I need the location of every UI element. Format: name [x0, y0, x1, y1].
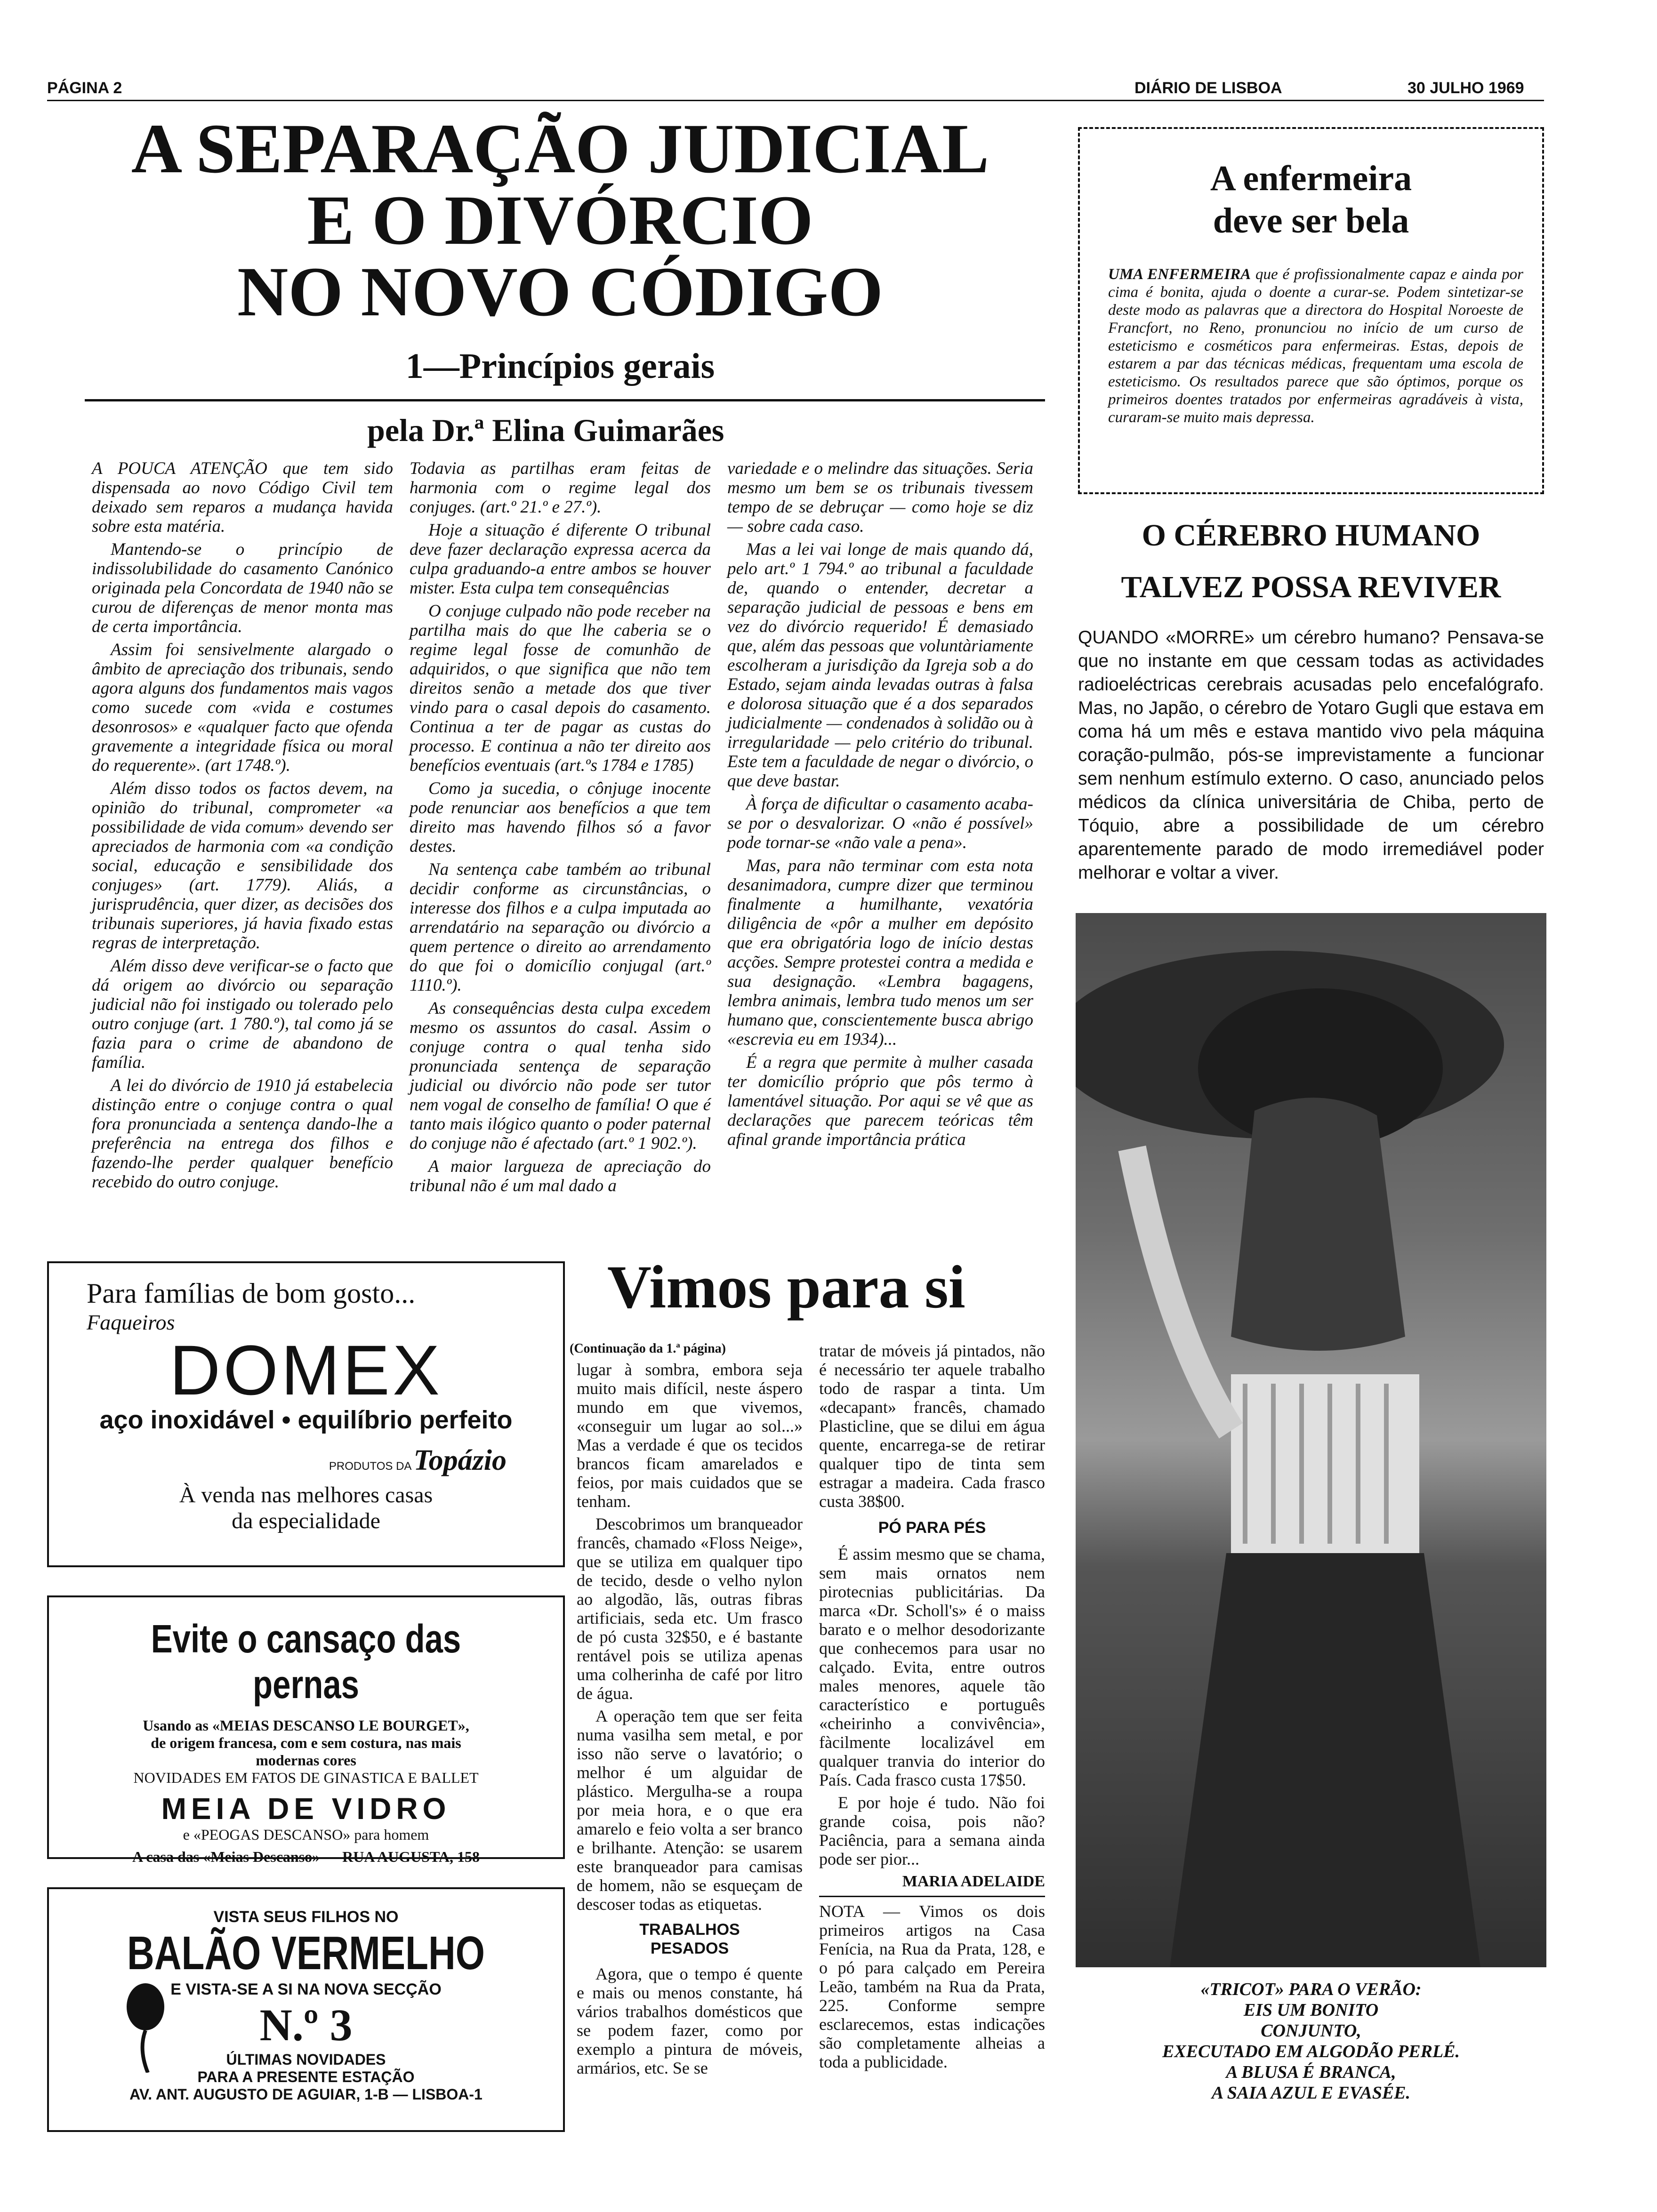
paragraph: É a regra que permite à mulher casada ter domicílio próprio que pôs termo à lamentável situação. Por aqui se vê que as declarações que parecem teóricas têm afinal grande importância prática: [727, 1053, 1033, 1149]
nurse-title-1: A enfermeira: [1210, 159, 1412, 198]
main-byline: pela Dr.ª Elina Guimarães: [367, 412, 724, 448]
caption-line: A SAIA AZUL E EVASÉE.: [1211, 2083, 1411, 2103]
domex-brand: DOMEX: [169, 1330, 443, 1410]
paragraph: Assim foi sensivelmente alargado o âmbito de apreciação dos tribunais, sendo agora alguns dos fundamentos mais vagos como sucede com «vida e costumes desonrosos» e «qualquer facto que ofenda gravemente a integridade física ou moral do requerente». (art 1748.º).: [92, 640, 393, 775]
meias-title: Evite o cansaço das pernas: [151, 1617, 461, 1707]
balao-line-4: PARA A PRESENTE ESTAÇÃO: [197, 2068, 415, 2085]
balao-line-3: ÚLTIMAS NOVIDADES: [226, 2051, 386, 2068]
paragraph: As consequências desta culpa excedem mesmo os assuntos do casal. Assim o conjuge contra o qual tenha sido pronunciada sentença de separação judicial ou divórcio não pode ser tutor nem vogal de conselho de família! O que é tanto mais ilógico quanto o poder paternal do conjuge não é afectado (art.º 1 902.º).: [410, 999, 711, 1153]
balao-line-2: E VISTA-SE A SI NA NOVA SECÇÃO: [170, 1980, 442, 1998]
subtitle-rule: [85, 399, 1045, 401]
paragraph: A POUCA ATENÇÃO que tem sido dispensada ao novo Código Civil tem deixado sem reparos a mudança havida sobre esta matéria.: [92, 459, 393, 536]
headline-line-2: E O DIVÓRCIO: [307, 181, 813, 259]
photo-caption: [1076, 1979, 1546, 2103]
vimos-note: NOTA — Vimos os dois primeiros artigos na Casa Fenícia, na Rua da Prata, 128, e o pó para calçado em Pereira Leão, também na Rua da Prata, 225. Conforme sempre esclarecemos, estas indicações são completamente alheias a toda a publicidade.: [819, 1902, 1045, 2071]
nurse-box: [1078, 127, 1544, 494]
meias-line-3: modernas cores: [256, 1752, 356, 1769]
balao-line-1: VISTA SEUS FILHOS NO: [213, 1908, 399, 1926]
brain-body: QUANDO «MORRE» um cérebro humano? Pensava-se que no instante em que cessam todas as actividades radioeléctricas cerebrais acusadas pelo encefalógrafo. Mas, no Japão, o cérebro de Yotaro Gugli que estava em coma há um mês e estava mantido vivo pela máquina coração-pulmão, pós-se imprevistamente a funcionar sem nenhum estímulo externo. O caso, anunciado pelos médicos da clínica universitária de Chiba, perto de Tóquio, abre a possibilidade de um cérebro aparentemente parado de modo irremediável poder melhorar e voltar a viver.: [1078, 627, 1544, 883]
caption-line: «TRICOT» PARA O VERÃO:: [1200, 1980, 1422, 1999]
header-rule: [47, 100, 1544, 101]
domex-tagline: aço inoxidável • equilíbrio perfeito: [99, 1406, 513, 1434]
caption-line: CONJUNTO,: [1261, 2021, 1361, 2041]
paragraph: Mas a lei vai longe de mais quando dá, pelo art.º 1 794.º ao tribunal a faculdade de, quando o entender, decretar a separação judicial de pessoas e bens em vez do divórcio requerido! É demasiado que, além das pessoas que voluntàriamente escolheram a jurisdição da Igreja sob a do Estado, sejam ainda levadas outras à falsa e dolorosa situação que é a dos separados judicialmente — condenados à solidão ou à irregularidade — pelo critério do tribunal. Este tem a faculdade de negar o divórcio, o que deve bastar.: [727, 540, 1033, 791]
paragraph: A lei do divórcio de 1910 já estabelecia distinção entre o conjuge contra o qual fora pronunciada a sentença dando-lhe a preferência na entrega dos filhos e fazendo-lhe perder qualquer benefício recebido do outro conjuge.: [92, 1076, 393, 1192]
paragraph: A maior largueza de apreciação do tribunal não é um mal dado a: [410, 1157, 711, 1195]
vimos-column-2: [819, 1341, 1045, 2075]
meias-line-2: de origem francesa, com e sem costura, nas mais: [151, 1734, 461, 1751]
meias-line-4: NOVIDADES EM FATOS DE GINASTICA E BALLET: [133, 1769, 479, 1786]
domex-maker: Topázio: [413, 1444, 507, 1476]
ad-domex: [47, 1261, 565, 1567]
main-column-2: [410, 459, 711, 1199]
vimos-column-1: [577, 1360, 803, 2081]
paragraph: Todavia as partilhas eram feitas de harmonia com o regime legal dos conjuges. (art.º 21.º e 27.º).: [410, 459, 711, 517]
domex-sale-2: da especialidade: [232, 1508, 380, 1533]
meias-line-6: A casa das «Meias Descanso» — RUA AUGUSTA, 158: [132, 1848, 480, 1865]
model-silhouette: [1076, 913, 1546, 1967]
nurse-text: que é profissionalmente capaz e ainda por cima é bonita, ajuda o doente a curar-se. Podem sintetizar-se deste modo as palavras que a directora do Hospital Noroeste de Francfort, no Reno, pronunciou no início de um curso de esteticismo e cosméticos para enfermeiras. Estas, depois de estarem a par das técnicas médicas, frequentam uma escola de esteticismo. Os resultados parece que são óptimos, porque os primeiros doentes tratados por enfermeiras agradáveis à vista, curaram-se muito mais depressa.: [1108, 266, 1523, 426]
paragraph: Na sentença cabe também ao tribunal decidir conforme as circunstâncias, o interesse dos filhos e a culpa imputada ao arrendatário na separação ou divórcio a quem pertence o direito ao arrendamento do que foi o domicílio conjugal (art.º 1110.º).: [410, 860, 711, 995]
caption-line: EIS UM BONITO: [1243, 2000, 1379, 2020]
meias-line-5: e «PEOGAS DESCANSO» para homem: [183, 1826, 429, 1843]
brain-title-1: O CÉREBRO HUMANO: [1142, 518, 1480, 553]
main-column-3: [727, 459, 1033, 1153]
balloon-icon: [120, 1979, 171, 2073]
paragraph: lugar à sombra, embora seja muito mais difícil, neste áspero mundo em que vivemos, «conseguir um lugar ao sol...» Mas a verdade é que os tecidos brancos ficam amarelados e feios, por mais cuidados que se tenham.: [577, 1360, 803, 1511]
nurse-lead: UMA ENFERMEIRA: [1108, 266, 1251, 283]
paragraph: Descobrimos um branqueador francês, chamado «Floss Neige», que se utiliza em qualquer tipo de tecido, desde o velho nylon ao algodão, lãs, outras fibras artificiais, seda etc. Um frasco de pó custa 32$50, e é bastante rentável pois se utiliza apenas uma colherinha de café por litro de água.: [577, 1515, 803, 1703]
balao-number: N.º 3: [259, 2000, 353, 2050]
paragraph: A operação tem que ser feita numa vasilha sem metal, e por isso não serve o lavatório; o melhor é um alguidar de plástico. Mergulha-se a roupa por meia hora, e o que era amarelo e feio volta a ser branco e brilhante. Atenção: se usarem este branqueador para camisas de homem, não se esqueçam de descoser todas as etiquetas.: [577, 1707, 803, 1914]
paragraph: Como ja sucedia, o cônjuge inocente pode renunciar aos benefícios a que tem direito mas havendo filhos só a favor destes.: [410, 779, 711, 856]
headline-line-3: NO NOVO CÓDIGO: [237, 253, 884, 331]
nurse-title-2: deve ser bela: [1213, 201, 1409, 240]
page-number: PÁGINA 2: [47, 79, 122, 97]
paragraph: tratar de móveis já pintados, não é necessário ter aquele trabalho todo de raspar a tinta. Um «decapant» francês, chamado Plasticline, que se dilui em água quente, encarrega-se de retirar qualquer tipo de tinta sem estragar a madeira. Cada frasco custa 38$00.: [819, 1341, 1045, 1511]
fashion-photo: [1076, 913, 1546, 1967]
vimos-continuation: (Continuação da 1.ª página): [570, 1341, 726, 1356]
domex-sale-1: À venda nas melhores casas: [179, 1483, 433, 1507]
issue-date: 30 JULHO 1969: [1408, 79, 1524, 97]
vimos-subheading-1: TRABALHOS PESADOS: [639, 1921, 740, 1957]
balao-brand: BALÃO VERMELHO: [127, 1927, 485, 1980]
nurse-body: [1108, 265, 1523, 426]
ad-meias: [47, 1595, 565, 1865]
paragraph: O conjuge culpado não pode receber na partilha mais do que lhe caberia se o regime legal fosse de comunhão de adquiridos, o que significa que não tem direitos senão a metade dos que tiver vindo para o casal depois do casamento. Continua a ter de pagar as custas do processo. E continua a não ter direito aos benefícios eventuais (art.ºs 1784 e 1785): [410, 601, 711, 775]
ad-balao-vermelho: [47, 1887, 565, 2132]
vimos-title: Vimos para si: [607, 1253, 965, 1321]
meias-line-1: Usando as «MEIAS DESCANSO LE BOURGET»,: [143, 1717, 469, 1734]
domex-line-1: Para famílias de bom gosto...: [87, 1278, 416, 1309]
meias-brand: MEIA DE VIDRO: [161, 1792, 451, 1826]
paragraph: Além disso deve verificar-se o facto que dá origem ao divórcio ou separação judicial não foi instigado ou tolerado pelo outro conjuge (art. 1 780.º), tal como já se fazia para o crime de abandono de família.: [92, 956, 393, 1072]
headline-line-1: A SEPARAÇÃO JUDICIAL: [131, 110, 989, 188]
main-headline: [85, 110, 1036, 331]
paragraph: Mantendo-se o princípio de indissolubilidade do casamento Canónico originada pela Concordata de 1940 não se curou de diferenças de menor monta mas de certa importância.: [92, 540, 393, 636]
vimos-subheading-2: PÓ PARA PÉS: [878, 1519, 986, 1537]
main-subtitle: 1—Princípios gerais: [405, 346, 715, 386]
main-column-1: [92, 459, 393, 1195]
paragraph: variedade e o melindre das situações. Seria mesmo um bem se os tribunais tivessem tempo de se debruçar — como hoje se diz — sobre cada caso.: [727, 459, 1033, 536]
paragraph: Hoje a situação é diferente O tribunal deve fazer declaração expressa acerca da culpa graduando-a entre ambos se houver mister. Esta culpa tem consequências: [410, 521, 711, 598]
paragraph: Agora, que o tempo é quente e mais ou menos constante, há vários trabalhos domésticos que se podem fazer, como por exemplo a pintura de móveis, armários, etc. Se se: [577, 1964, 803, 2077]
vimos-author: MARIA ADELAIDE: [902, 1873, 1045, 1890]
newspaper-name: DIÁRIO DE LISBOA: [1134, 79, 1282, 97]
paragraph: E por hoje é tudo. Não foi grande coisa, pois não? Paciência, para a semana ainda pode ser pior...: [819, 1793, 1045, 1868]
paragraph: À força de dificultar o casamento acaba-se por o desvalorizar. O «não é possível» pode tornar-se «não vale a pena».: [727, 794, 1033, 852]
paragraph: Além disso todos os factos devem, na opinião do tribunal, comprometer «a possibilidade de vida comum» devendo ser apreciados de harmonia com «a condição social, educação e sensibilidade dos conjuges» (art. 1779). Aliás, a jurisprudência, quer dizer, as decisões dos tribunais superiores, já havia fixado estas regras de interpretação.: [92, 779, 393, 953]
caption-line: A BLUSA É BRANCA,: [1226, 2062, 1396, 2082]
domex-maker-row: [49, 1444, 563, 1477]
paragraph: É assim mesmo que se chama, sem mais ornatos nem pirotecnias publicitárias. Da marca «Dr. Scholl's» é o maiss barato e o melhor desodorizante que conhecemos para usar no calçado. Evita, entre outros males menores, aquele tão característico e português «cheirinho a convivência», fàcilmente localizável em qualquer tranvia do interior do País. Cada frasco custa 17$50.: [819, 1545, 1045, 1789]
brain-title-2: TALVEZ POSSA REVIVER: [1121, 570, 1501, 604]
balao-line-5: AV. ANT. AUGUSTO DE AGUIAR, 1-B — LISBOA-1: [129, 2086, 483, 2103]
domex-produtos: PRODUTOS DA: [329, 1460, 412, 1473]
paragraph: Mas, para não terminar com esta nota desanimadora, cumpre dizer que terminou finalmente a humilhante, vexatória diligência de «pôr a mulher em depósito que era obrigatória logo de início destas acções. Sempre protestei contra a medida e sua designação. «Lembra bagagens, lembra animais, lembra tudo menos um ser humano que, conscientemente busca abrigo «escrevia eu em 1934)...: [727, 856, 1033, 1049]
caption-line: EXECUTADO EM ALGODÃO PERLÉ.: [1162, 2042, 1460, 2061]
note-rule: [819, 1896, 1045, 1897]
domex-line-2: Faqueiros: [87, 1310, 175, 1334]
